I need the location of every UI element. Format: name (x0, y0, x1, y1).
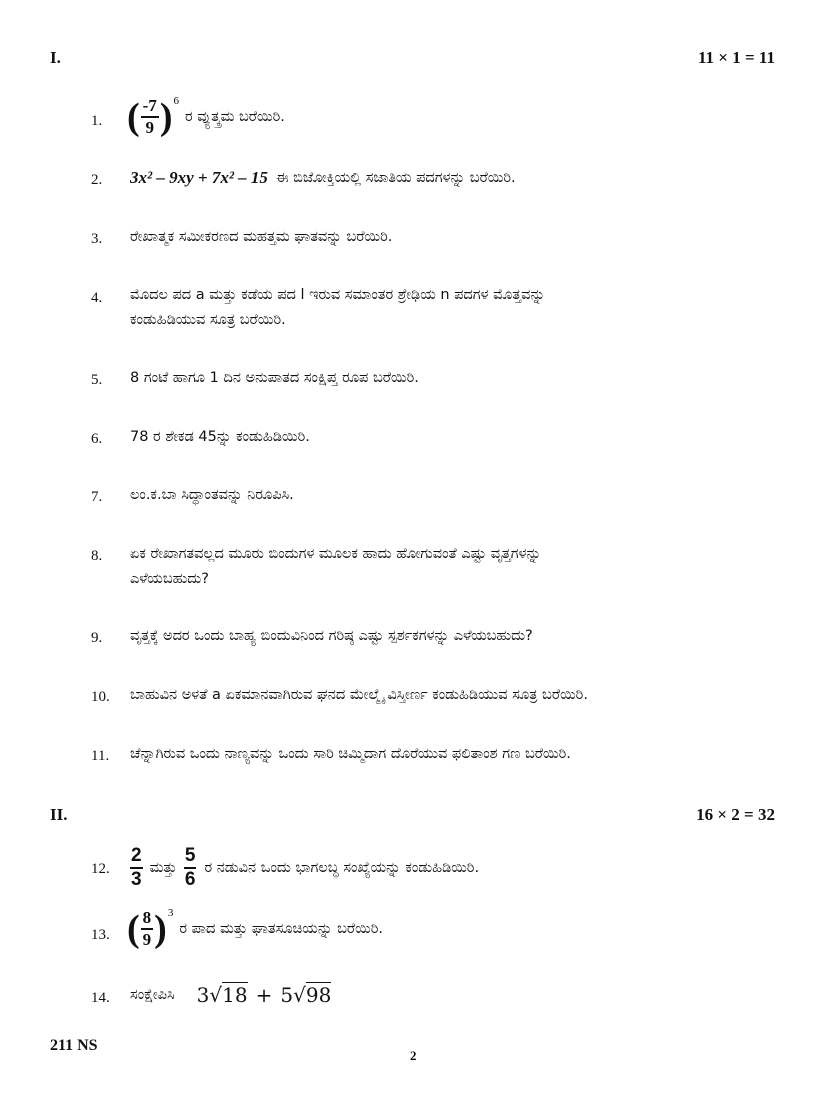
fraction-power: ( $\frac{8}{9}$ ) 3 (127, 906, 174, 950)
fraction-numerator: 5 (184, 846, 197, 869)
fraction-denominator: 6 (184, 868, 196, 890)
section-2-marks: 16 × 2 = 32 (696, 805, 775, 824)
coefficient: 3 (196, 983, 210, 1007)
question-text: ರ ಪಾದ ಮತ್ತು ಘಾತಸೂಚಿಯನ್ನು ಬರೆಯಿರಿ. (179, 920, 383, 937)
question-text: ವೃತ್ತಕ್ಕೆ ಅದರ ಒಂದು ಬಾಹ್ಯ ಬಿಂದುವಿನಿಂದ ಗರಿಷ್ಠ ಎಷ್ಟು ಸ್ಪರ್ಶಕಗಳನ್ನು ಎಳೆಯಬಹುದು? (130, 628, 533, 644)
question-text: ಚೆನ್ನಾಗಿರುವ ಒಂದು ನಾಣ್ಯವನ್ನು ಒಂದು ಸಾರಿ ಚಿಮ್ಮಿದಾಗ ದೊರೆಯುವ ಫಲಿತಾಂಶ ಗಣ ಬರೆಯಿರಿ. (130, 746, 571, 762)
fraction-numerator: 8 (141, 909, 154, 930)
paper-code: 211 NS (50, 1037, 98, 1054)
question-number: 3. (91, 231, 103, 247)
question-text: ಈ ಬಿಜೋಕ್ತಿಯಲ್ಲಿ ಸಜಾತಿಯ ಪದಗಳನ್ನು ಬರೆಯಿರಿ. (275, 170, 516, 186)
fraction-denominator: 9 (145, 117, 154, 137)
fraction-2-3 (130, 846, 143, 890)
section-1-marks: 11 × 1 = 11 (698, 48, 775, 67)
question-text: ರ ವ್ಯುತ್ಕ್ರಮ ಬರೆಯಿರಿ. (184, 108, 285, 125)
question-number: 13. (91, 927, 110, 943)
plus-sign: + (255, 983, 273, 1007)
fraction-denominator: 3 (131, 868, 142, 890)
question-text: ಲಂ.ಕ.ಬಾ ಸಿದ್ಧಾಂತವನ್ನು ನಿರೂಪಿಸಿ. (130, 487, 294, 503)
radical-sign: √ (209, 983, 223, 1007)
exponent: 6 (173, 94, 179, 107)
question-text: 78 ರ ಶೇಕಡ 45ನ್ನು ಕಂಡುಹಿಡಿಯಿರಿ. (130, 429, 310, 445)
question-text-line-2: ಎಳೆಯಬಹುದು? (130, 571, 209, 587)
question-14 (130, 983, 331, 1007)
radicand: 98 (305, 983, 332, 1007)
fraction-power: ( $\frac{-7}{9}$ ) 6 (127, 94, 179, 138)
fraction-numerator: -7 (141, 97, 159, 118)
question-number: 6. (91, 431, 103, 447)
question-2 (130, 168, 516, 188)
question-number: 11. (91, 748, 110, 764)
question-number: 2. (91, 172, 103, 188)
question-number: 9. (91, 630, 103, 646)
question-number: 14. (91, 990, 110, 1006)
radicand: 18 (222, 983, 248, 1007)
question-number: 4. (91, 290, 103, 306)
fraction-numerator: 2 (130, 846, 143, 869)
algebraic-expression: 3x² – 9xy + 7x² – 15 (130, 168, 268, 187)
section-1-label: I. (50, 48, 61, 67)
question-12 (130, 846, 479, 890)
question-number: 12. (91, 861, 110, 877)
question-text: ರೇಖಾತ್ಮಕ ಸಮೀಕರಣದ ಮಹತ್ತಮ ಘಾತವನ್ನು ಬರೆಯಿರಿ. (130, 229, 393, 245)
question-number: 5. (91, 372, 103, 388)
coefficient: 5 (280, 983, 294, 1007)
question-number: 10. (91, 689, 110, 705)
question-13 (127, 906, 383, 950)
exponent: 3 (167, 906, 174, 919)
question-text: ಸಂಕ್ಷೇಪಿಸಿ (130, 987, 175, 1003)
question-text-line-2: ಕಂಡುಹಿಡಿಯುವ ಸೂತ್ರ ಬರೆಯಿರಿ. (130, 312, 286, 328)
question-text: ಬಾಹುವಿನ ಅಳತೆ a ಏಕಮಾನವಾಗಿರುವ ಘನದ ಮೇಲ್ಮೈ ವಿಸ್ತೀರ್ಣ ಕಂಡುಹಿಡಿಯುವ ಸೂತ್ರ ಬರೆಯಿರಿ. (130, 687, 588, 703)
question-text: ರ ನಡುವಿನ ಒಂದು ಭಾಗಲಬ್ಧ ಸಂಖ್ಯೆಯನ್ನು ಕಂಡುಹಿಡಿಯಿರಿ. (204, 859, 480, 876)
question-text-line-1: ಏಕ ರೇಖಾಗತವಲ್ಲದ ಮೂರು ಬಿಂದುಗಳ ಮೂಲಕ ಹಾದು ಹೋಗುವಂತೆ ಎಷ್ಟು ವೃತ್ತಗಳನ್ನು (130, 546, 542, 562)
question-number: 7. (91, 489, 103, 505)
question-number: 8. (91, 548, 103, 564)
fraction-5-6 (184, 846, 197, 890)
radical-sign: √ (293, 983, 306, 1007)
question-number: 1. (91, 113, 103, 129)
page-number: 2 (410, 1048, 417, 1063)
question-text: 8 ಗಂಟೆ ಹಾಗೂ 1 ದಿನ ಅನುಪಾತದ ಸಂಕ್ಷಿಪ್ತ ರೂಪ ಬರೆಯಿರಿ. (130, 370, 419, 386)
section-2-label: II. (50, 805, 68, 824)
conjunction-text: ಮತ್ತು (149, 859, 177, 876)
question-1 (127, 94, 285, 138)
question-text-line-1: ಮೊದಲ ಪದ a ಮತ್ತು ಕಡೆಯ ಪದ l ಇರುವ ಸಮಾಂತರ ಶ್ರೇಢಿಯ n ಪದಗಳ ಮೊತ್ತವನ್ನು (130, 287, 546, 303)
fraction-denominator: 9 (142, 929, 152, 949)
radical-term-2 (280, 983, 331, 1007)
radical-term-1 (197, 983, 248, 1007)
